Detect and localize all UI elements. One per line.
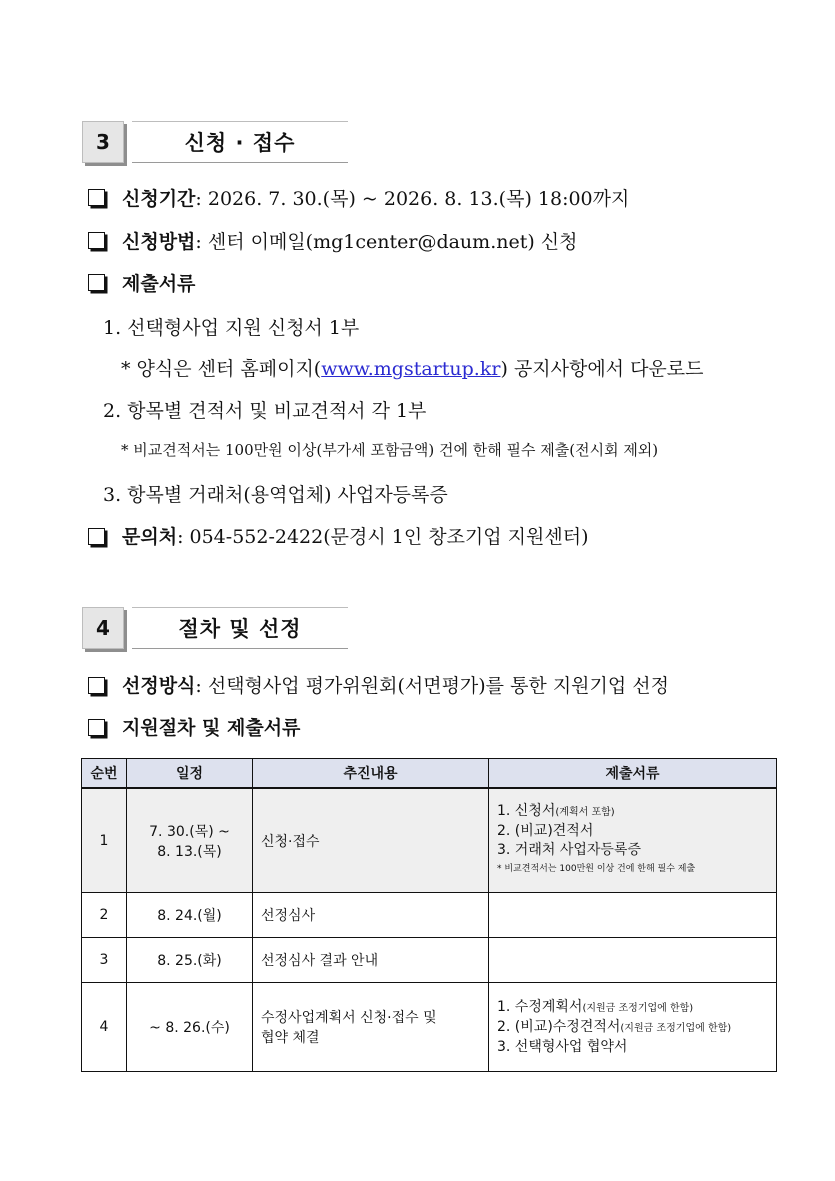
selection-method-label: 선정방식 <box>122 675 196 697</box>
content-line: 협약 체결 <box>261 1030 320 1046</box>
doc-note: * 비교견적서는 100만원 이상 건에 한해 필수 제출 <box>497 864 696 874</box>
download-note <box>121 354 704 381</box>
doc-small: (지원금 조정기업에 한함) <box>620 1022 732 1034</box>
row-schedule <box>127 788 253 893</box>
section-title: 절차 및 선정 <box>132 607 348 649</box>
header-no: 순번 <box>82 759 127 789</box>
contact-text: : 054-552-2422(문경시 1인 창조기업 지원센터) <box>177 526 589 548</box>
selection-method-text: : 선택형사업 평가위원회(서면평가)를 통한 지원기업 선정 <box>195 675 669 697</box>
doc-line <box>497 998 768 1018</box>
contact <box>122 522 589 549</box>
submission-docs <box>122 269 195 296</box>
download-note-text-end: ) 공지사항에서 다운로드 <box>500 358 704 380</box>
row-schedule: 8. 24.(월) <box>127 893 253 938</box>
section-4-header <box>82 607 350 651</box>
doc-line <box>497 822 768 841</box>
row-documents <box>489 893 777 938</box>
header-schedule: 일정 <box>127 759 253 789</box>
row-no: 2 <box>82 893 127 938</box>
checkbox-bullet-icon <box>88 271 115 293</box>
procedure-label: 지원절차 및 제출서류 <box>122 717 301 739</box>
document-item-2: 2. 항목별 견적서 및 비교견적서 각 1부 <box>103 400 427 422</box>
table-row <box>82 983 777 1072</box>
document-item-3: 3. 항목별 거래처(용역업체) 사업자등록증 <box>103 484 448 506</box>
header-content: 추진내용 <box>253 759 489 789</box>
procedure-table <box>81 758 777 1072</box>
table-header-row <box>82 759 777 789</box>
checkbox-bullet-icon <box>88 674 115 696</box>
doc-main: 2. (비교)수정견적서 <box>497 1018 621 1035</box>
doc-line <box>497 1038 768 1057</box>
contact-label: 문의처 <box>122 526 178 548</box>
doc-main: 2. (비교)견적서 <box>497 823 594 839</box>
row-content: 선정심사 결과 안내 <box>253 938 489 983</box>
application-period <box>122 184 629 211</box>
row-documents <box>489 983 777 1072</box>
document-item-1: 1. 선택형사업 지원 신청서 1부 <box>103 317 360 339</box>
row-documents <box>489 938 777 983</box>
doc-small: (계획서 포함) <box>555 807 615 818</box>
quote-note: * 비교견적서는 100만원 이상(부가세 포함금액) 건에 한해 필수 제출(전시회 제외) <box>121 441 659 459</box>
doc-main: 3. 거래처 사업자등록증 <box>497 842 641 858</box>
doc-main: 3. 선택형사업 협약서 <box>497 1038 628 1055</box>
row-no: 3 <box>82 938 127 983</box>
row-schedule: 8. 25.(화) <box>127 938 253 983</box>
checkbox-bullet-icon <box>88 229 115 251</box>
checkbox-bullet-icon <box>88 186 115 208</box>
selection-method <box>122 671 669 698</box>
row-schedule: ~ 8. 26.(수) <box>127 983 253 1072</box>
section-number: 3 <box>82 121 124 163</box>
row-content <box>253 983 489 1072</box>
center-email[interactable]: mg1center@daum.net <box>313 231 528 253</box>
homepage-link[interactable]: www.mgstartup.kr <box>321 358 501 380</box>
schedule-line: 7. 30.(목) ~ <box>149 823 230 840</box>
row-content: 선정심사 <box>253 893 489 938</box>
section-3-header <box>82 121 350 165</box>
schedule-line: 8. 13.(목) <box>157 843 222 860</box>
row-content: 신청·접수 <box>253 788 489 893</box>
content-line: 수정사업계획서 신청·접수 및 <box>261 1010 437 1026</box>
table-row <box>82 893 777 938</box>
checkbox-bullet-icon <box>88 525 115 547</box>
application-method-text: : 센터 이메일( <box>195 231 314 253</box>
row-no: 1 <box>82 788 127 893</box>
doc-small: (지원금 조정기업에 한함) <box>582 1002 694 1014</box>
section-title: 신청 · 접수 <box>132 121 348 163</box>
doc-main: 1. 신청서 <box>497 803 556 819</box>
application-period-label: 신청기간 <box>122 188 196 210</box>
header-documents: 제출서류 <box>489 759 777 789</box>
submission-docs-label: 제출서류 <box>122 273 196 295</box>
section-number: 4 <box>82 607 124 649</box>
procedure-heading <box>122 713 300 740</box>
table-row <box>82 938 777 983</box>
application-method <box>122 227 578 254</box>
application-period-text: : 2026. 7. 30.(목) ~ 2026. 8. 13.(목) 18:00까지 <box>195 188 630 210</box>
table-row <box>82 788 777 893</box>
checkbox-bullet-icon <box>88 716 115 738</box>
download-note-text: * 양식은 센터 홈페이지( <box>121 358 322 380</box>
doc-line <box>497 1018 768 1038</box>
application-method-label: 신청방법 <box>122 231 196 253</box>
row-no: 4 <box>82 983 127 1072</box>
row-documents <box>489 788 777 893</box>
doc-main: 1. 수정계획서 <box>497 998 583 1015</box>
doc-line <box>497 841 768 860</box>
doc-line <box>497 802 768 822</box>
application-method-text-end: ) 신청 <box>527 231 578 253</box>
